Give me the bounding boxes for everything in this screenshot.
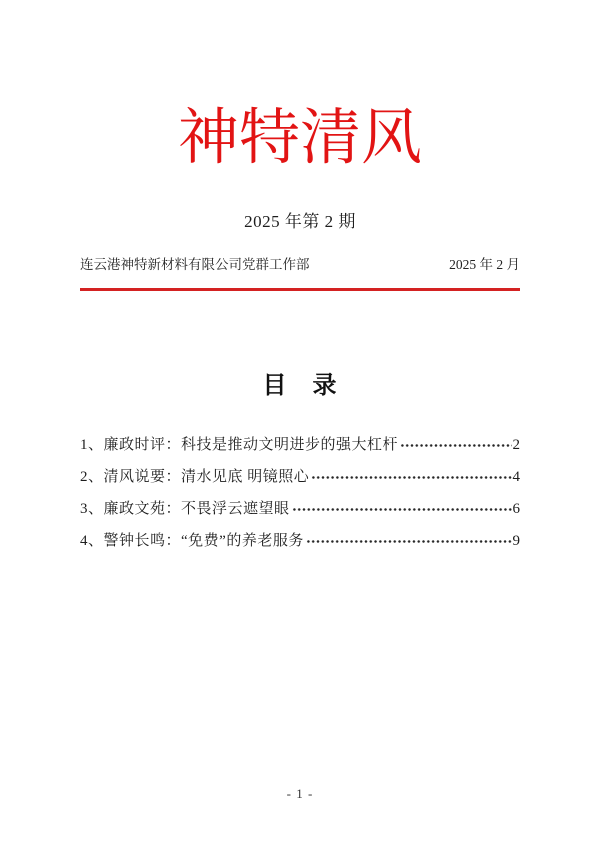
toc-heading: 目 录 [262, 373, 338, 400]
page-number: - 1 - [286, 786, 314, 801]
toc-item-page: 6 [512, 501, 520, 518]
toc-item-page: 4 [512, 469, 520, 486]
dot-leader [311, 475, 511, 480]
toc-list [80, 437, 520, 550]
toc-item-label: 2、清风说要：清水见底 明镜照心 [80, 469, 310, 486]
issue-line: 2025 年第 2 期 [244, 212, 356, 232]
toc-item [80, 469, 520, 486]
toc-item-label: 3、廉政文苑：不畏浮云遮望眼 [80, 501, 290, 518]
issue-date: 2025 年 2 月 [449, 257, 520, 273]
toc-item-page: 2 [512, 437, 520, 454]
toc-item [80, 533, 520, 550]
toc-item [80, 437, 520, 454]
dot-leader [306, 539, 512, 544]
toc-item-page: 9 [512, 533, 520, 550]
red-divider [80, 288, 520, 291]
newsletter-title: 神特清风 [177, 105, 422, 172]
dot-leader [400, 443, 511, 448]
publisher-row [80, 253, 520, 273]
toc-item [80, 501, 520, 518]
publisher-name: 连云港神特新材料有限公司党群工作部 [80, 257, 310, 273]
dot-leader [292, 507, 512, 512]
toc-item-label: 1、廉政时评：科技是推动文明进步的强大杠杆 [80, 437, 399, 454]
toc-item-label: 4、警钟长鸣：“免费”的养老服务 [80, 533, 304, 550]
